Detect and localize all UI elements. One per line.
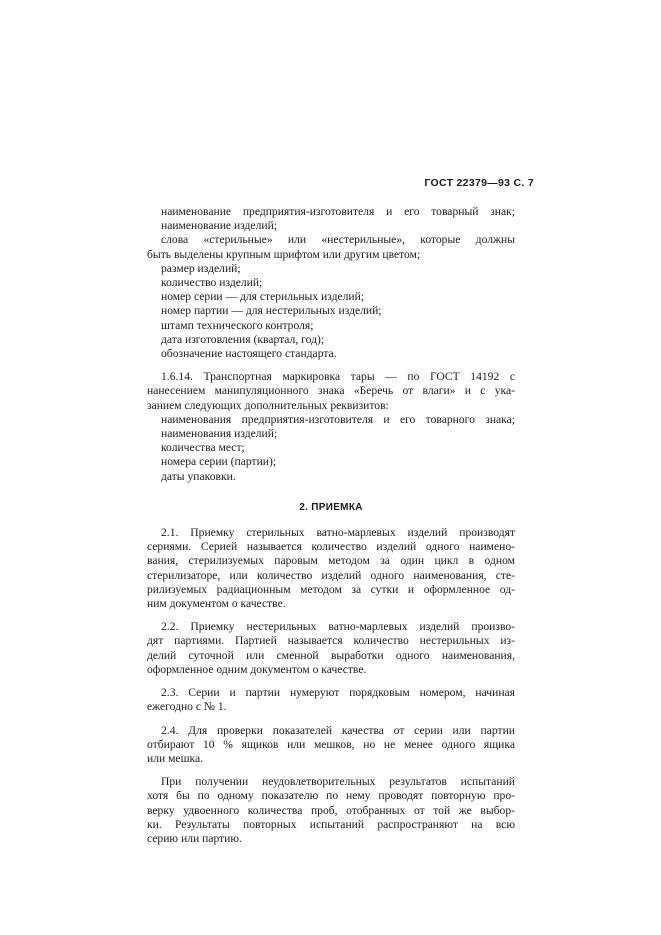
text-line: оформленное одним документом о качестве. (147, 662, 367, 676)
text-line: 2.1. Приемку стерильных ватно-марлевых изделий производят (161, 526, 515, 540)
text-line: ним документом о качестве. (147, 597, 286, 611)
text-line: При получении неудовлетворительных результатов испытаний (161, 775, 515, 789)
text-line: наименования изделий; (161, 427, 278, 441)
paragraph-retest (147, 775, 515, 846)
text-line: номера серии (партии); (161, 455, 277, 469)
text-line: или мешка. (147, 751, 204, 765)
text-line: занием следующих дополнительных реквизитов: (147, 398, 389, 412)
text-line: верку удвоенного количества проб, отобранных от той же выбор- (147, 803, 515, 817)
text-line: наименование изделий; (161, 219, 277, 233)
text-line: дата изготовления (квартал, год); (161, 332, 325, 346)
text-line: 2.4. Для проверки показателей качества от серии или партии (161, 723, 515, 737)
text-line: отбирают 10 % ящиков или мешков, но не менее одного ящика (147, 737, 515, 751)
text-line: делий суточной или сменной выработки одного наименования, (147, 648, 515, 662)
text-line: количество изделий; (161, 276, 263, 290)
text-line: серию или партию. (147, 831, 242, 845)
text-line: наименование предприятия-изготовителя и его товарный знак; (161, 205, 515, 218)
text-line: штамп технического контроля; (161, 318, 314, 332)
text-line: номер партии — для нестерильных изделий; (161, 304, 382, 318)
text-line: ки. Результаты повторных испытаний распространяют на всю (147, 817, 515, 831)
paragraph-2-2 (147, 620, 515, 677)
text-line: обозначение настоящего стандарта. (161, 347, 337, 361)
text-line: вания, стерилизуемых паровым методом за один цикл в одном (147, 554, 515, 568)
text-line: рилизуемых радиационным методом за сутки и оформленное од- (147, 582, 515, 596)
text-line: 2.2. Приемку нестерильных ватно-марлевых изделий произво- (161, 620, 515, 634)
text-line: нанесением манипуляционного знака «Беречь от влаги» и с ука- (147, 384, 515, 398)
text-line: стерилизаторе, или количество изделий одного наименования, сте- (147, 568, 515, 582)
text-line: ежегодно с № 1. (147, 700, 227, 714)
page-content (147, 205, 515, 846)
text-line: размер изделий; (161, 261, 241, 275)
text-line: номер серии — для стерильных изделий; (161, 290, 365, 304)
text-line: хотя бы по одному показателю по нему проводят повторную про- (147, 789, 515, 803)
section-title: 2. ПРИЕМКА (299, 501, 363, 513)
text-line: 1.6.14. Транспортная маркировка тары — по ГОСТ 14192 с (161, 370, 515, 384)
text-line: сериями. Серией называется количество изделий одного наимено- (147, 540, 515, 554)
text-line: быть выделены крупным шрифтом или другим цветом; (147, 247, 421, 261)
text-line: количества мест; (161, 441, 245, 455)
document-code-header: ГОСТ 22379—93 С. 7 (424, 177, 534, 189)
marking-list (147, 205, 515, 361)
text-line: 2.3. Серии и партии нумеруют порядковым номером, начиная (161, 686, 515, 700)
paragraph-2-1 (147, 526, 515, 611)
text-line: слова «стерильные» или «нестерильные», которые должны (161, 233, 515, 247)
paragraph-1-6-14 (147, 370, 515, 484)
paragraph-2-3 (147, 686, 515, 714)
text-line: даты упаковки. (161, 469, 236, 483)
text-line: дят партиями. Партией называется количество нестерильных из- (147, 634, 515, 648)
text-line: наименования предприятия-изготовителя и его товарного знака; (161, 412, 515, 426)
paragraph-2-4 (147, 724, 515, 767)
